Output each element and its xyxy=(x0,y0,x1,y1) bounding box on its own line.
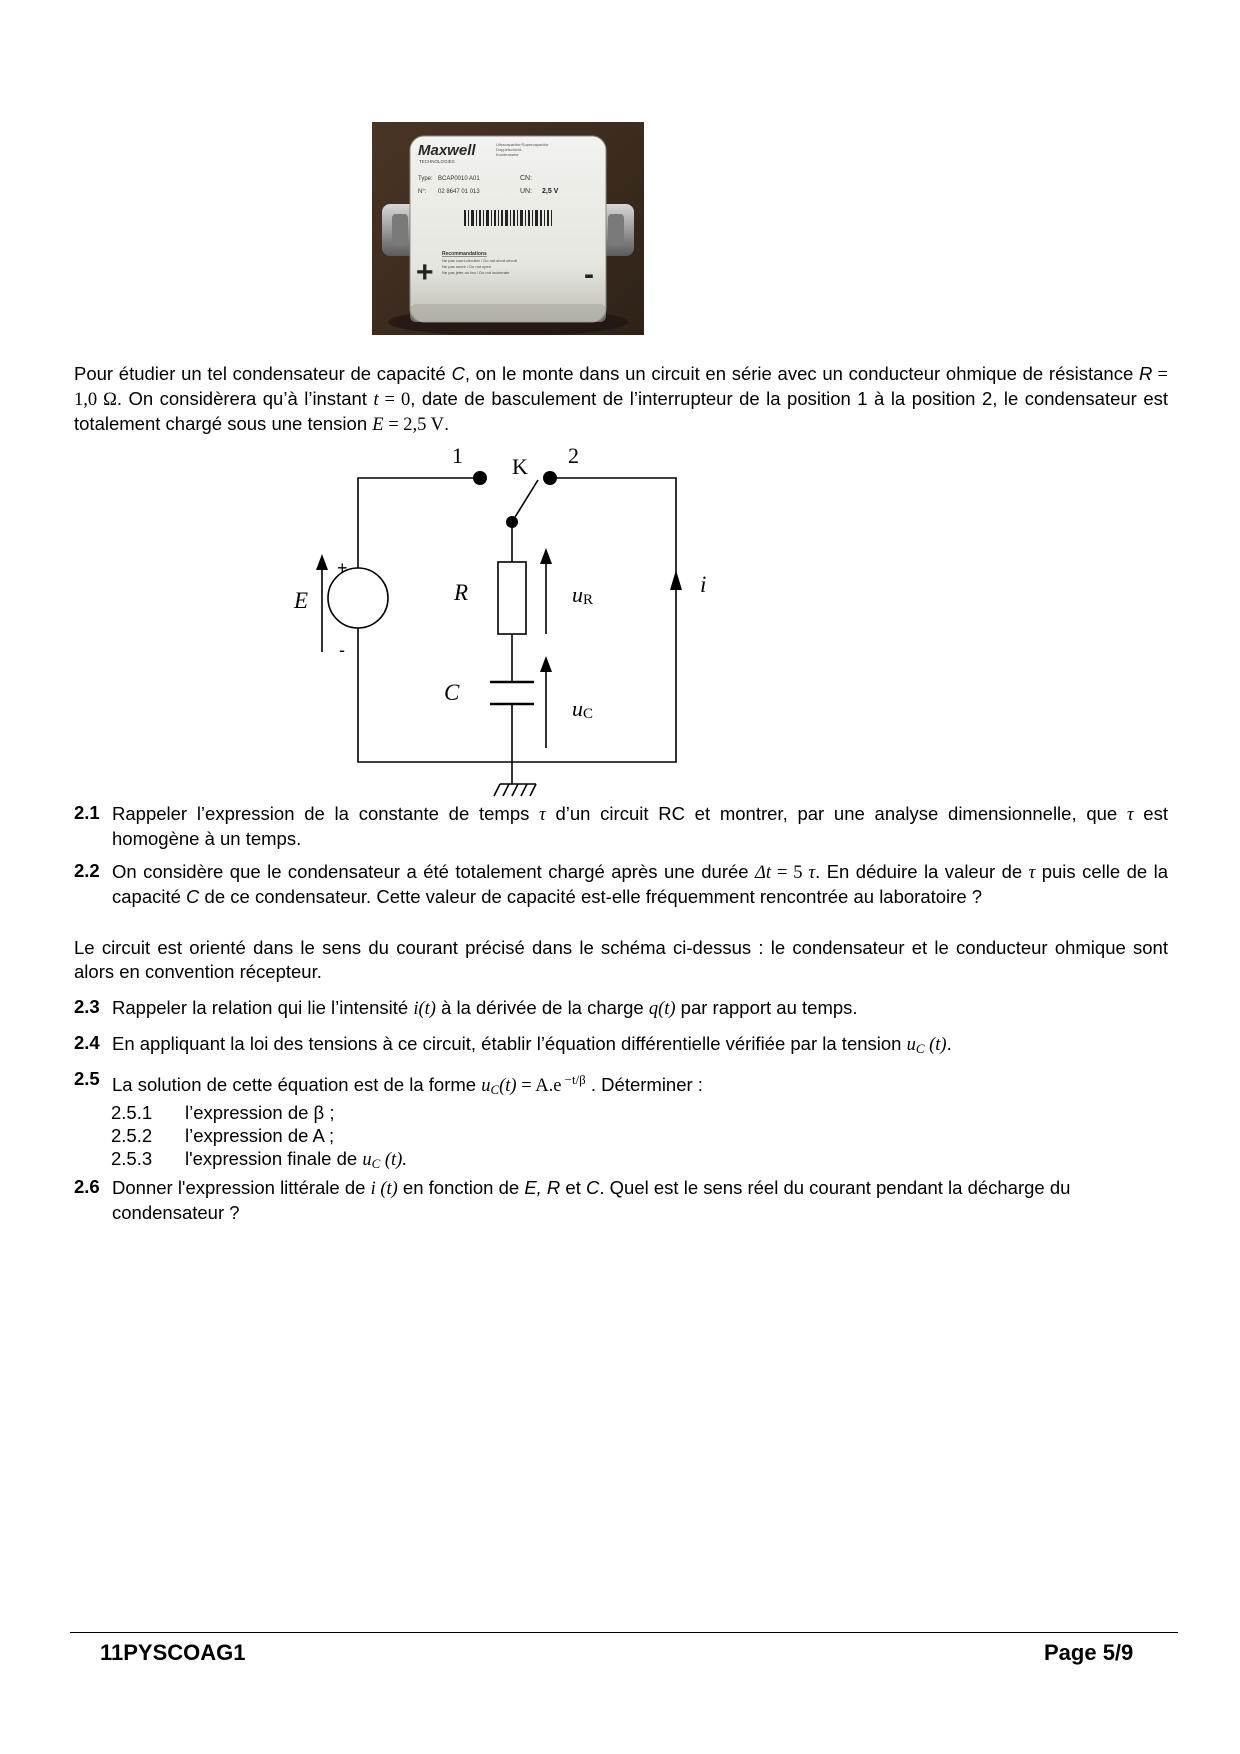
intro-text-2: , on le monte dans un circuit en série avec un conducteur ohmique de résistance xyxy=(464,363,1139,384)
question-2-6 xyxy=(74,1176,1186,1226)
question-number: 2.4 xyxy=(74,1032,100,1053)
var-uC-t: $u_C(t)$ xyxy=(481,1076,517,1098)
voltage-value: = 2,5 V xyxy=(383,415,445,435)
question-number: 2.5 xyxy=(74,1068,100,1089)
switch-pivot xyxy=(506,516,518,528)
question-number: 2.2 xyxy=(74,860,100,881)
tau-symbol: τ xyxy=(1028,863,1036,883)
var-q-t: q(t) xyxy=(648,999,676,1019)
un-label: UN: xyxy=(520,188,533,195)
solution-form: = A.e $^{-t/\beta}$ xyxy=(516,1072,586,1097)
var-uC-t: $u_C$ (t). xyxy=(362,1150,407,1172)
contact-2 xyxy=(543,471,557,485)
label-line-2: Doppelschicht- xyxy=(496,147,523,152)
var-C: C xyxy=(586,1177,600,1198)
type-value: BCAP0010 A01 xyxy=(438,176,480,182)
reco-line-1: Ne pas court-circuiter / Do not short circuit xyxy=(442,258,517,263)
rc-circuit-diagram xyxy=(0,0,1240,830)
intro-text-4: , date de basculement de l’interrupteur de la position 1 à la position 2, le condensateur est totalement chargé sous une tension xyxy=(74,388,1169,434)
minus-mark: - xyxy=(584,258,594,291)
question-text: Rappeler l’expression de la constante de temps τ d’un circuit RC et montrer, par une analyse dimensionnelle, que τ est homogène à un temps. xyxy=(112,803,1168,849)
delta-t: Δt xyxy=(755,863,772,883)
question-number: 2.1 xyxy=(74,802,100,823)
exam-code: 11PYSCOAG1 xyxy=(100,1640,246,1665)
var-C: C xyxy=(186,886,200,907)
reco-line-2: Ne pas ouvrir / Do not open xyxy=(442,264,491,269)
C-label: C xyxy=(444,680,460,705)
vars-E-R: E, R xyxy=(524,1177,561,1198)
tau-symbol: τ xyxy=(1126,805,1134,825)
question-text: On considère que le condensateur a été totalement chargé après une durée Δt = 5 τ. En déduire la valeur de τ puis celle de la capacité C de ce condensateur. Cette valeur de capacité est-elle fréquemment rencontrée au laboratoire ? xyxy=(112,861,1169,907)
intro-text-1: Pour étudier un tel condensateur de capacité xyxy=(74,363,452,384)
tau-symbol: τ xyxy=(539,805,546,825)
contact-1 xyxy=(473,471,487,485)
plus-sign: + xyxy=(337,558,348,578)
question-2-3 xyxy=(74,996,1168,1022)
minus-sign: - xyxy=(339,640,345,660)
question-text: En appliquant la loi des tensions à ce circuit, établir l’équation différentielle vérifiée par la tension $u_C$ (t). xyxy=(112,1033,952,1057)
tau-symbol: τ xyxy=(808,863,816,883)
reco-title: Recommandations xyxy=(442,251,487,257)
intro-text-5: . xyxy=(444,413,450,434)
subquestion-2-5-3: 2.5.3 l'expression finale de $u_C$ (t). xyxy=(111,1148,407,1172)
question-text: La solution de cette équation est de la forme $u_C(t) = A.e$ $^{-t/\beta}$ . Déterminer : xyxy=(112,1072,703,1098)
subquestion-2-5-2: 2.5.2 l’expression de A ; xyxy=(111,1125,335,1146)
brand-logo: Maxwell xyxy=(418,142,476,159)
switch-label: K xyxy=(512,454,528,479)
resistor-symbol xyxy=(498,562,526,634)
reco-line-3: Ne pas jeter au feu / Do not incinerate xyxy=(442,270,510,275)
uC-label: uC xyxy=(572,696,594,722)
type-label: Type: xyxy=(418,176,433,182)
cn-label: CN: xyxy=(520,175,533,182)
brand-subtitle: TECHNOLOGIES xyxy=(419,159,455,164)
page-number: Page 5/9 xyxy=(1044,1640,1134,1665)
question-number: 2.3 xyxy=(74,996,100,1017)
un-value: 2,5 V xyxy=(542,188,559,195)
time-zero: = 0 xyxy=(378,390,411,410)
orientation-paragraph: Le circuit est orienté dans le sens du courant précisé dans le schéma ci-dessus : le condensateur et le conducteur ohmique sont alors en convention récepteur. xyxy=(74,937,1168,982)
var-R: R xyxy=(1138,363,1153,384)
switch-lever xyxy=(512,480,538,522)
current-arrow xyxy=(670,570,682,590)
var-uC-t: $u_C$ (t) xyxy=(906,1035,947,1057)
question-2-1 xyxy=(74,802,1168,852)
footer-divider xyxy=(70,1632,1178,1633)
subquestion-2-5-1: 2.5.1 l’expression de β ; xyxy=(111,1102,335,1123)
intro-text-3: . On considèrera qu’à l’instant xyxy=(116,388,374,409)
E-label: E xyxy=(294,588,309,613)
plus-mark: + xyxy=(416,256,434,289)
var-i-t: i (t) xyxy=(370,1179,398,1199)
label-line-3: Kondensator xyxy=(496,152,519,157)
pos-1-label: 1 xyxy=(452,443,463,468)
question-number: 2.6 xyxy=(74,1176,100,1197)
i-label: i xyxy=(700,572,707,597)
question-text: Rappeler la relation qui lie l’intensité i(t) à la dérivée de la charge q(t) par rapport au temps. xyxy=(112,997,858,1019)
no-label: N°: xyxy=(418,189,427,195)
question-text: Donner l'expression littérale de i (t) en fonction de E, R et C. Quel est le sens réel du courant pendant la décharge du condensateur ? xyxy=(112,1177,1071,1223)
R-label: R xyxy=(454,580,469,605)
question-2-2 xyxy=(74,860,1168,934)
resistance-value: = 1,0 Ω xyxy=(74,365,1168,410)
label-line-1: Ultracapacitor/Supercapacitor xyxy=(496,142,549,147)
question-2-4 xyxy=(74,1032,1168,1058)
uR-label: uR xyxy=(572,582,594,608)
var-i-t: i(t) xyxy=(413,999,436,1019)
var-C: C xyxy=(451,363,465,384)
pos-2-label: 2 xyxy=(568,443,579,468)
no-value: 02 8647 01 013 xyxy=(438,189,480,195)
var-E: E xyxy=(372,415,384,435)
var-t: t xyxy=(373,390,379,410)
